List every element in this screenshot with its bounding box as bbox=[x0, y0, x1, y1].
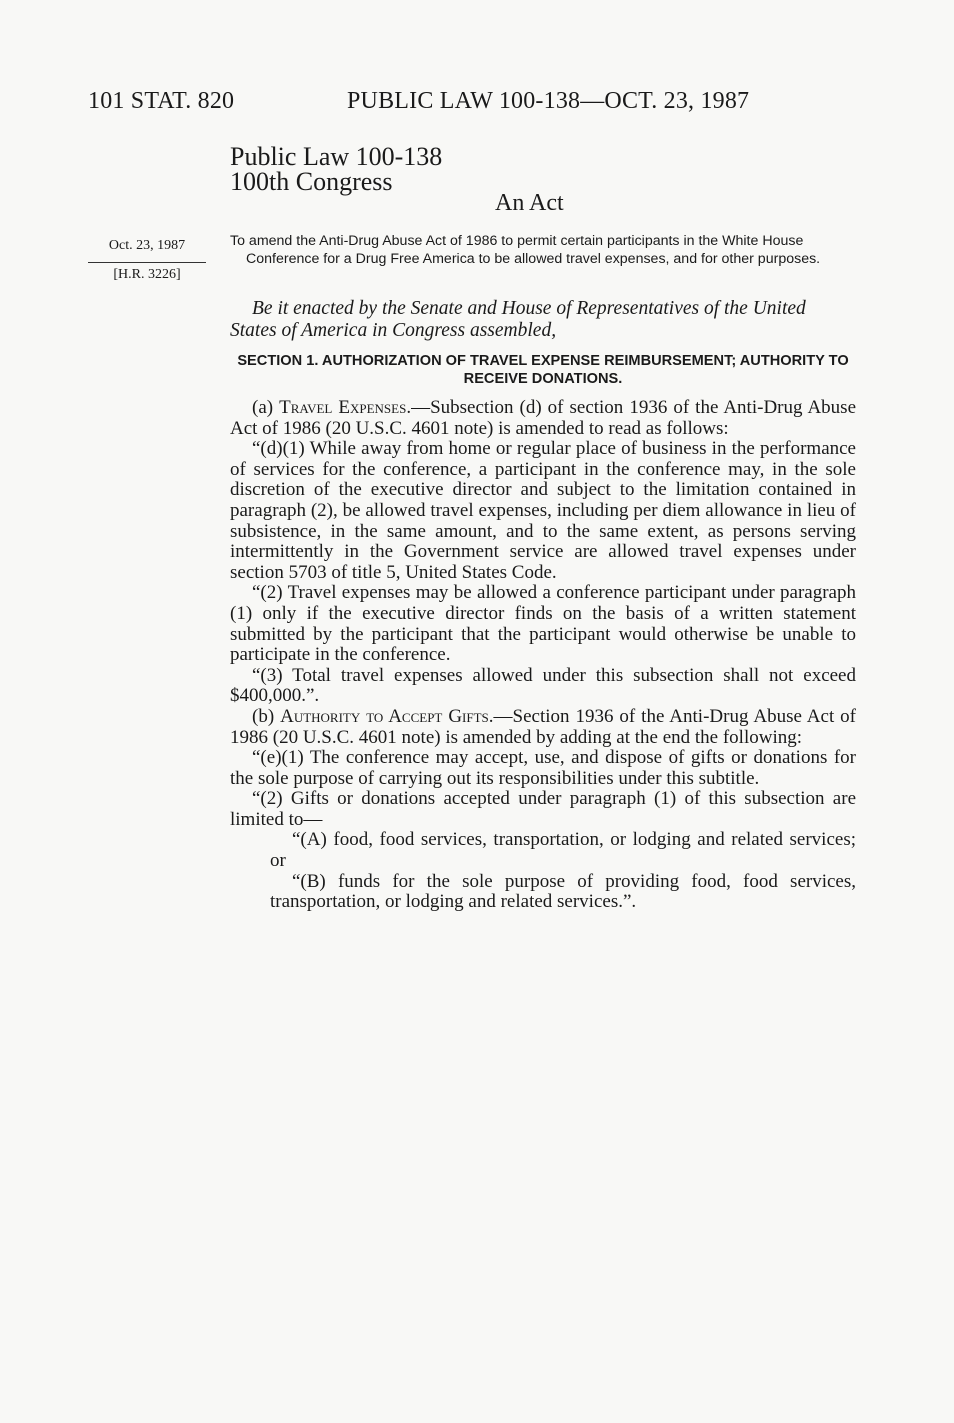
act-heading: An Act bbox=[495, 190, 564, 216]
section-heading: SECTION 1. AUTHORIZATION OF TRAVEL EXPENSE REIMBURSEMENT; AUTHORITY TO RECEIVE DONATIONS. bbox=[237, 353, 849, 387]
paragraph-e1: “(e)(1) The conference may accept, use, and dispose of gifts or donations for the sole purpose of carrying out its responsibilities under this subtitle. bbox=[230, 747, 856, 789]
paragraph-e2: “(2) Gifts or donations accepted under paragraph (1) of this subsection are limited to— bbox=[230, 788, 856, 830]
margin-bill-number: [H.R. 3226] bbox=[88, 262, 206, 283]
subsection-a: (a) Travel Expenses.—Subsection (d) of section 1936 of the Anti-Drug Abuse Act of 1986 (20 U.S.C. 4601 note) is amended to read as follows: bbox=[230, 397, 856, 439]
paragraph-d2: “(2) Travel expenses may be allowed a conference participant under paragraph (1) only if the executive director finds on the basis of a written statement submitted by the participant that the participant would otherwise be unable to participate in the conference. bbox=[230, 582, 856, 666]
paragraph-d3: “(3) Total travel expenses allowed under this subsection shall not exceed $400,000.”. bbox=[230, 664, 856, 707]
running-title: PUBLIC LAW 100-138—OCT. 23, 1987 bbox=[347, 88, 750, 114]
subsection-a-heading: Travel Expenses. bbox=[279, 397, 412, 418]
stat-page-number: 101 STAT. 820 bbox=[88, 88, 235, 114]
margin-date: Oct. 23, 1987 bbox=[108, 238, 186, 253]
paragraph-d1: “(d)(1) While away from home or regular place of business in the performance of services for the conference, a participant in the conference may, in the sole discretion of the executive director and subject to the limitation contained in paragraph (2), be allowed travel expenses, including per diem allowance in lieu of subsistence, in the same amount, and to the same extent, as persons serving intermittently in the Government service are allowed travel expenses under section 5703 of title 5, United States Code. bbox=[230, 438, 856, 583]
subsection-b: (b) Authority to Accept Gifts.—Section 1936 of the Anti-Drug Abuse Act of 1986 (20 U.S.C. 4601 note) is amended by adding at the end the following: bbox=[230, 705, 857, 748]
paragraph-eB: “(B) funds for the sole purpose of providing food, food services, transportation, or lodging and related services.”. bbox=[270, 870, 856, 913]
enacting-clause: Be it enacted by the Senate and House of Representatives of the United States of America in Congress assembled, bbox=[230, 298, 806, 341]
statute-body bbox=[230, 398, 856, 913]
public-law-title: Public Law 100-138 bbox=[230, 142, 443, 171]
purpose-statement: To amend the Anti-Drug Abuse Act of 1986 to permit certain participants in the White House Conference for a Drug Free America to be allowed travel expenses, and for other purposes. bbox=[230, 233, 821, 267]
subsection-b-heading: Authority to Accept Gifts. bbox=[280, 705, 494, 727]
congress-label: 100th Congress bbox=[230, 167, 393, 196]
paragraph-eA: “(A) food, food services, transportation, or lodging and related services; or bbox=[270, 829, 856, 872]
